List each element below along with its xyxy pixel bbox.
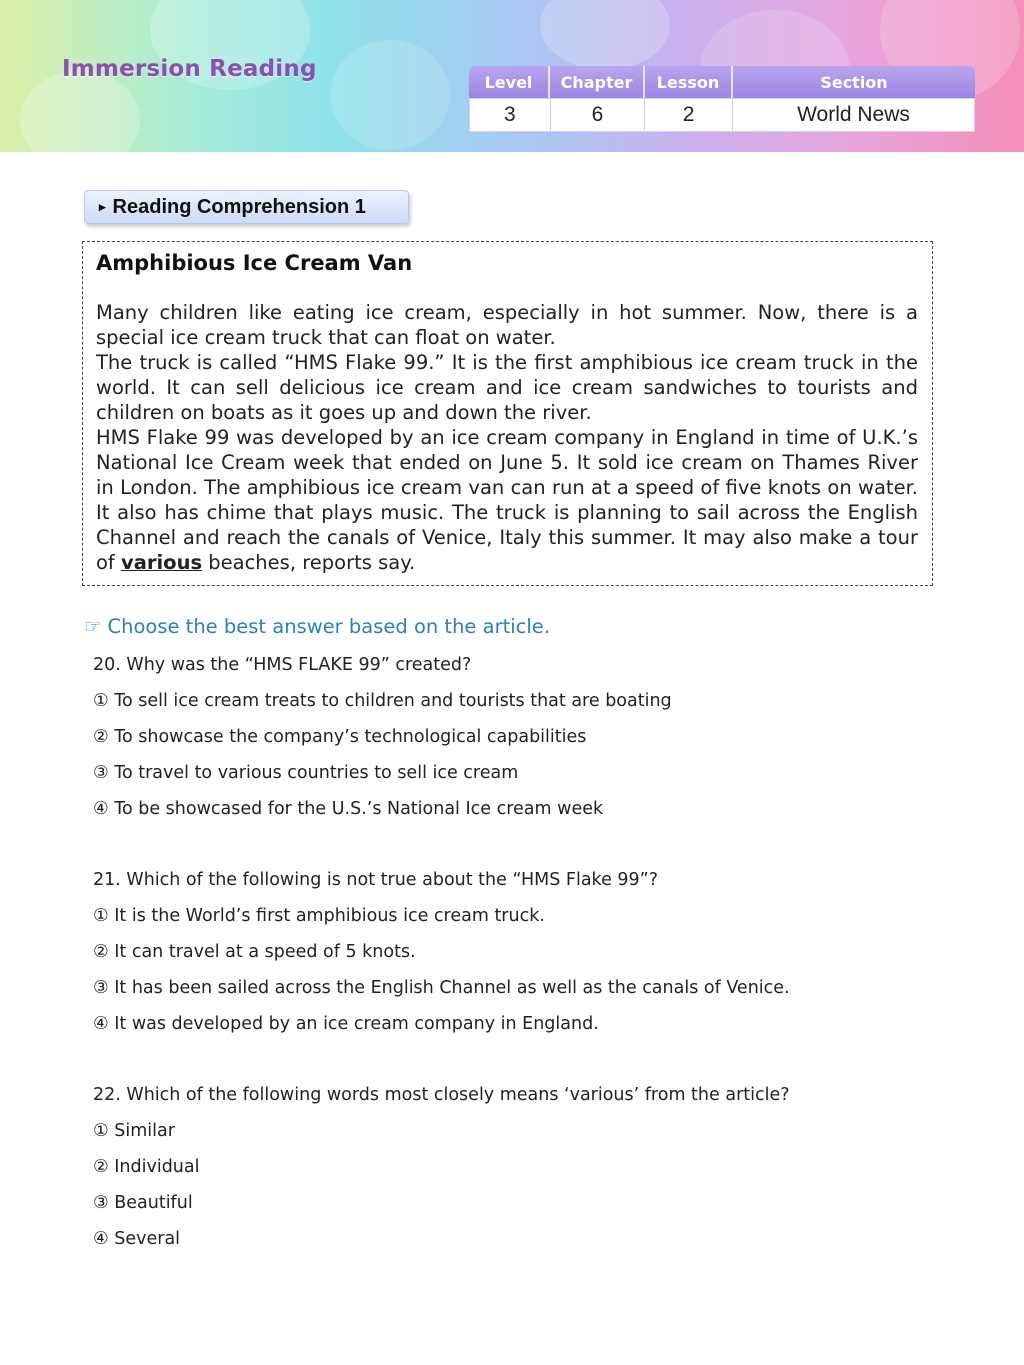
lesson-info-values xyxy=(469,98,975,132)
header-banner xyxy=(0,0,1024,152)
question-title: 22. Which of the following words most closely means ‘various’ from the article? xyxy=(93,1085,790,1105)
answer-option[interactable]: ④ Several xyxy=(93,1229,181,1249)
question-title: 20. Why was the “HMS FLAKE 99” created? xyxy=(93,655,472,675)
question-22 xyxy=(93,1082,790,1262)
question-21 xyxy=(93,867,790,1047)
article-paragraph xyxy=(96,425,918,575)
answer-option[interactable]: ① It is the World’s first amphibious ice cream truck. xyxy=(93,906,545,926)
article-paragraph: The truck is called “HMS Flake 99.” It is the first amphibious ice cream truck in the world. It can sell delicious ice cream and ice cream sandwiches to tourists and children on boats as it goes up and down the river. xyxy=(96,351,918,424)
question-title: 21. Which of the following is not true about the “HMS Flake 99”? xyxy=(93,870,659,890)
chapter-value: 6 xyxy=(551,99,646,131)
chapter-header: Chapter xyxy=(550,66,645,98)
article-text: beaches, reports say. xyxy=(202,551,416,574)
pointing-hand-icon: ☞ xyxy=(84,615,102,638)
banner-bubble xyxy=(540,0,670,70)
triangle-right-icon: ▸ xyxy=(99,199,106,214)
instruction xyxy=(84,615,550,638)
section-tab-label: Reading Comprehension 1 xyxy=(112,195,366,218)
answer-option[interactable]: ② It can travel at a speed of 5 knots. xyxy=(93,942,416,962)
answer-option[interactable]: ① To sell ice cream treats to children and tourists that are boating xyxy=(93,691,672,711)
answer-option[interactable]: ④ It was developed by an ice cream company in England. xyxy=(93,1014,599,1034)
lesson-info-table xyxy=(469,66,975,132)
lesson-value: 2 xyxy=(645,99,733,131)
answer-option[interactable]: ② Individual xyxy=(93,1157,200,1177)
article-body xyxy=(96,300,918,575)
article-paragraph: Many children like eating ice cream, especially in hot summer. Now, there is a special ice cream truck that can float on water. xyxy=(96,301,918,349)
section-value: World News xyxy=(797,103,910,126)
banner-bubble xyxy=(20,70,140,152)
question-20 xyxy=(93,652,672,832)
level-header: Level xyxy=(469,66,550,98)
article-text: HMS Flake 99 was developed by an ice cream company in England in time of U.K.’s National Ice Cream week that ended on June 5. It sold ice cream on Thames River in London. The amphibious ice cream van can run at a speed of five knots on water. It also has chime that plays music. The truck is planning to sail across the English Channel and reach the canals of Venice, Italy this summer. It may also make a tour of xyxy=(96,426,918,574)
article-title: Amphibious Ice Cream Van xyxy=(96,251,413,275)
lesson-header: Lesson xyxy=(645,66,733,98)
section-tab xyxy=(84,190,409,224)
answer-option[interactable]: ④ To be showcased for the U.S.’s National Ice cream week xyxy=(93,799,604,819)
section-header: Section xyxy=(820,72,888,92)
lesson-info-header xyxy=(469,66,975,98)
brand-logo: Immersion Reading xyxy=(62,56,317,82)
answer-option[interactable]: ② To showcase the company’s technological capabilities xyxy=(93,727,587,747)
answer-option[interactable]: ③ Beautiful xyxy=(93,1193,193,1213)
answer-option[interactable]: ① Similar xyxy=(93,1121,175,1141)
answer-option[interactable]: ③ It has been sailed across the English Channel as well as the canals of Venice. xyxy=(93,978,790,998)
keyword-various: various xyxy=(121,551,203,574)
article-box xyxy=(82,241,933,586)
banner-bubble xyxy=(330,40,450,150)
answer-option[interactable]: ③ To travel to various countries to sell ice cream xyxy=(93,763,519,783)
level-value: 3 xyxy=(470,99,551,131)
instruction-text: Choose the best answer based on the article. xyxy=(107,615,550,638)
